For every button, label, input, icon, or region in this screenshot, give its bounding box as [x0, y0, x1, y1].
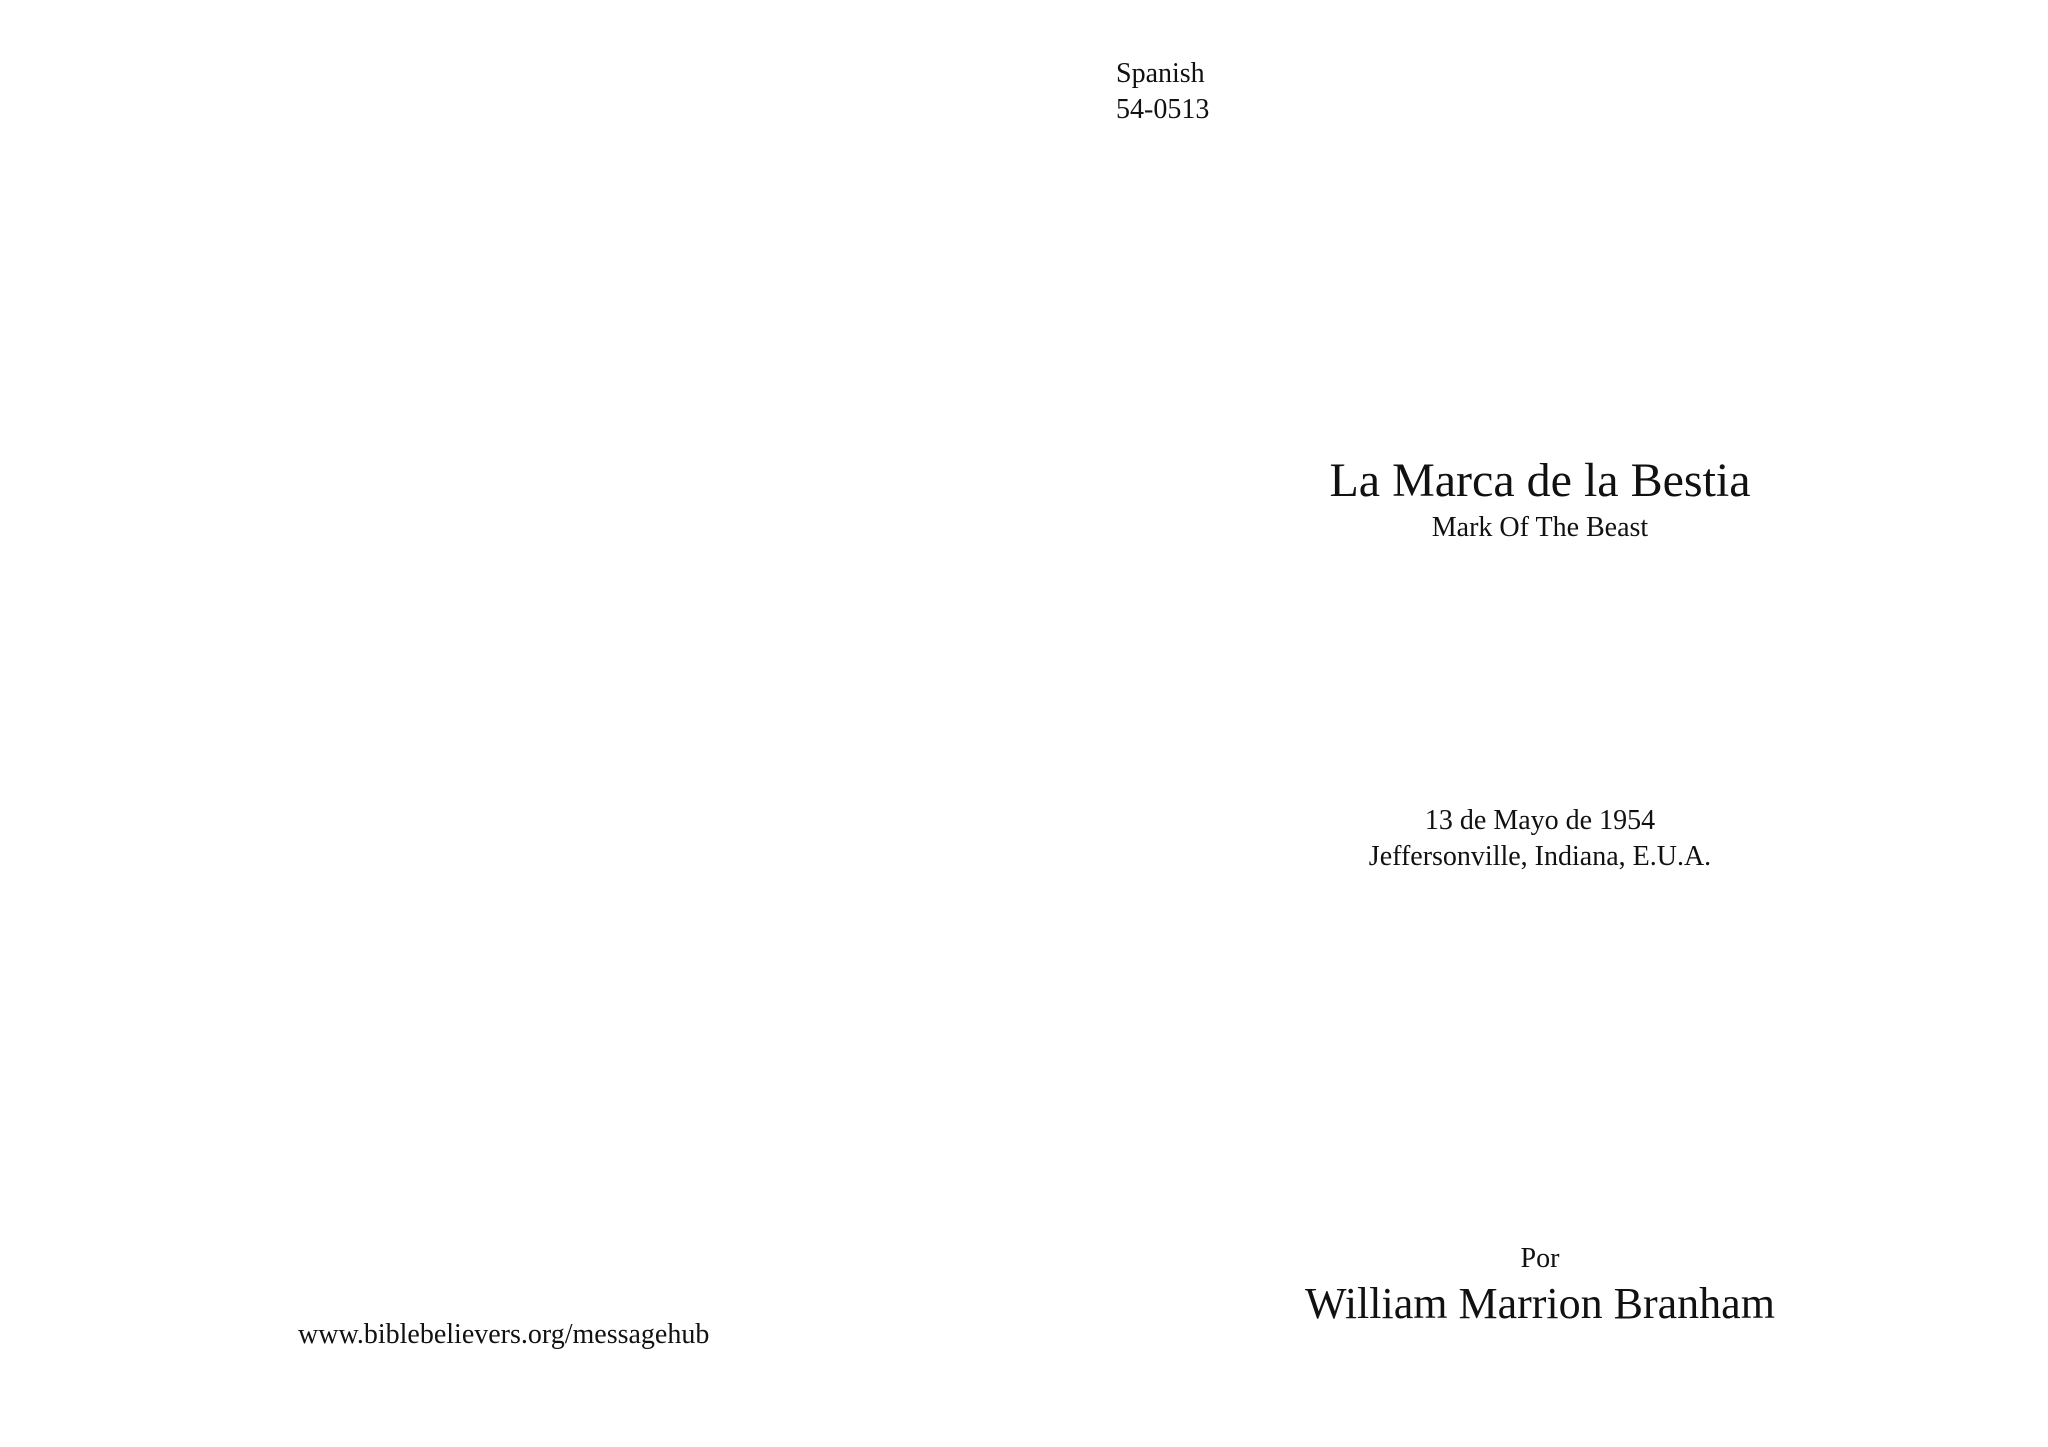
sermon-date: 13 de Mayo de 1954 — [1424, 805, 1656, 836]
title-block — [1150, 452, 1930, 546]
sermon-info-block — [1150, 803, 1930, 875]
author-block — [1150, 1241, 1930, 1331]
author-name: William Marrion Branham — [1305, 1279, 1775, 1328]
document-subtitle: Mark Of The Beast — [1431, 512, 1649, 543]
language-label: Spanish — [1116, 58, 1205, 89]
sermon-location: Jeffersonville, Indiana, E.U.A. — [1368, 841, 1712, 872]
by-label: Por — [1520, 1243, 1560, 1274]
language-code-block — [1116, 56, 1209, 128]
website-url: www.biblebelievers.org/messagehub — [298, 1319, 710, 1350]
sermon-code: 54-0513 — [1116, 94, 1210, 125]
document-title: La Marca de la Bestia — [1329, 454, 1751, 507]
